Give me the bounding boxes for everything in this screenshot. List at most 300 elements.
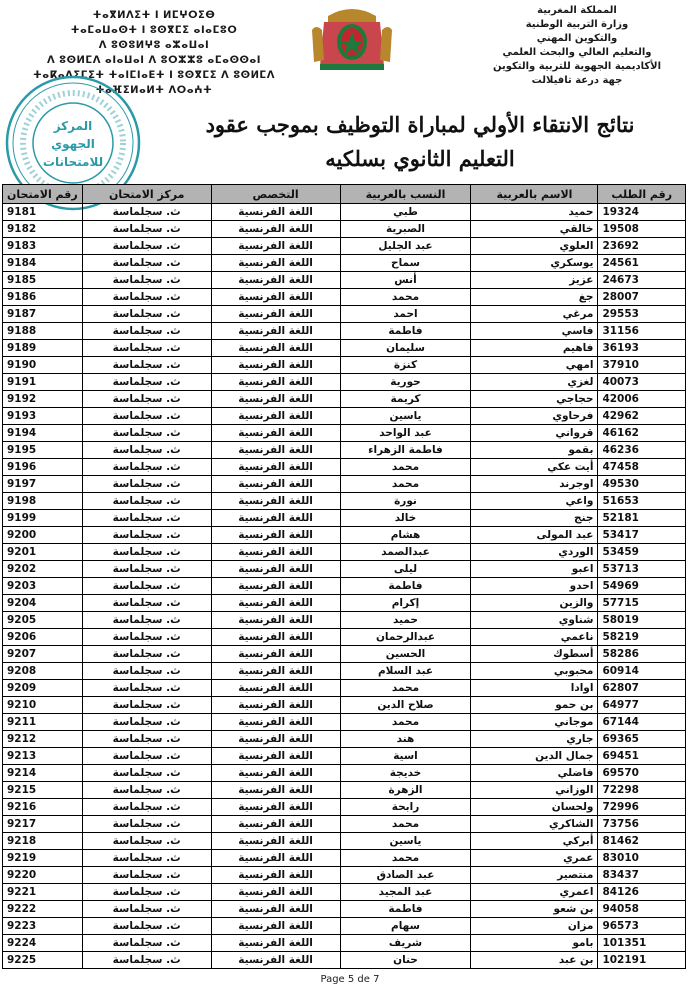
table-row [3,442,686,459]
application-number-cell: 73756 [598,816,686,833]
exam-number-cell: 9184 [3,255,83,272]
first-name-cell: امهي [471,357,598,374]
first-name-cell: العلوي [471,238,598,255]
exam-number-cell: 9213 [3,748,83,765]
last-name-cell: سهام [340,918,471,935]
table-row [3,867,686,884]
ministry-line: وزارة التربية الوطنية [525,19,629,30]
last-name-cell: محمد [340,714,471,731]
exam-center-cell: ث. سجلماسة [82,680,211,697]
last-name-cell: أنس [340,272,471,289]
tifinagh-line: ⴷ ⵓⵙⵓⵍⵖⵓ ⴰⵣⴰⵡⴰⵏ [98,40,210,51]
first-name-cell: اعمري [471,884,598,901]
tifinagh-line: ⵜⴰⵎⴰⵡⴰⵙⵜ ⵏ ⵓⵙⴳⵎⵉ ⴰⵏⴰⵎⵓⵔ [70,25,238,36]
exam-number-cell: 9207 [3,646,83,663]
application-number-cell: 40073 [598,374,686,391]
table-row [3,901,686,918]
header-exam-center: مركز الامتحان [82,185,211,204]
table-row [3,663,686,680]
exam-center-cell: ث. سجلماسة [82,595,211,612]
table-row [3,425,686,442]
exam-number-cell: 9206 [3,629,83,646]
ministry-header [462,4,692,88]
document-header [0,0,700,180]
first-name-cell: اوجرند [471,476,598,493]
application-number-cell: 31156 [598,323,686,340]
table-row [3,578,686,595]
table-row [3,459,686,476]
application-number-cell: 24561 [598,255,686,272]
exam-center-cell: ث. سجلماسة [82,901,211,918]
exam-number-cell: 9208 [3,663,83,680]
first-name-cell: قرواني [471,425,598,442]
specialty-cell: اللغة الفرنسية [211,799,340,816]
first-name-cell: حميد [471,204,598,221]
last-name-cell: كنزة [340,357,471,374]
page-footer: Page 5 de 7 [320,974,380,985]
table-row [3,952,686,969]
exam-number-cell: 9224 [3,935,83,952]
table-header-row [3,185,686,204]
last-name-cell: سليمان [340,340,471,357]
exam-number-cell: 9189 [3,340,83,357]
first-name-cell: والزين [471,595,598,612]
exam-number-cell: 9220 [3,867,83,884]
last-name-cell: محمد [340,289,471,306]
specialty-cell: اللغة الفرنسية [211,646,340,663]
first-name-cell: أيت عكي [471,459,598,476]
first-name-cell: اوادا [471,680,598,697]
stamp-text: للامتحانات [42,155,104,169]
table-row [3,476,686,493]
specialty-cell: اللغة الفرنسية [211,544,340,561]
exam-number-cell: 9200 [3,527,83,544]
first-name-cell: عمري [471,850,598,867]
table-row [3,493,686,510]
exam-number-cell: 9182 [3,221,83,238]
first-name-cell: ولحسان [471,799,598,816]
application-number-cell: 64977 [598,697,686,714]
exam-center-cell: ث. سجلماسة [82,442,211,459]
exam-number-cell: 9190 [3,357,83,374]
application-number-cell: 67144 [598,714,686,731]
application-number-cell: 58286 [598,646,686,663]
last-name-cell: محمد [340,459,471,476]
application-number-cell: 94058 [598,901,686,918]
exam-number-cell: 9209 [3,680,83,697]
exam-number-cell: 9210 [3,697,83,714]
last-name-cell: ياسين [340,833,471,850]
ministry-line: جهة درعة تافيلالت [531,75,623,86]
last-name-cell: رابحة [340,799,471,816]
specialty-cell: اللغة الفرنسية [211,629,340,646]
specialty-cell: اللغة الفرنسية [211,850,340,867]
first-name-cell: بقمو [471,442,598,459]
exam-center-cell: ث. سجلماسة [82,255,211,272]
application-number-cell: 58219 [598,629,686,646]
exam-center-cell: ث. سجلماسة [82,612,211,629]
first-name-cell: مرغي [471,306,598,323]
exam-center-cell: ث. سجلماسة [82,833,211,850]
specialty-cell: اللغة الفرنسية [211,935,340,952]
application-number-cell: 52181 [598,510,686,527]
specialty-cell: اللغة الفرنسية [211,527,340,544]
specialty-cell: اللغة الفرنسية [211,442,340,459]
last-name-cell: عبد السلام [340,663,471,680]
specialty-cell: اللغة الفرنسية [211,867,340,884]
last-name-cell: نورة [340,493,471,510]
exam-center-cell: ث. سجلماسة [82,221,211,238]
exam-center-cell: ث. سجلماسة [82,646,211,663]
first-name-cell: فاهيم [471,340,598,357]
specialty-cell: اللغة الفرنسية [211,680,340,697]
table-row [3,255,686,272]
table-row [3,595,686,612]
first-name-cell: الشاكري [471,816,598,833]
application-number-cell: 53459 [598,544,686,561]
specialty-cell: اللغة الفرنسية [211,306,340,323]
exam-center-cell: ث. سجلماسة [82,527,211,544]
table-row [3,799,686,816]
last-name-cell: عبدالرحمان [340,629,471,646]
specialty-cell: اللغة الفرنسية [211,255,340,272]
last-name-cell: خديجة [340,765,471,782]
table-row [3,204,686,221]
table-body [3,204,686,969]
last-name-cell: محمد [340,850,471,867]
specialty-cell: اللغة الفرنسية [211,391,340,408]
exam-number-cell: 9216 [3,799,83,816]
last-name-cell: فاطمة [340,578,471,595]
application-number-cell: 101351 [598,935,686,952]
specialty-cell: اللغة الفرنسية [211,204,340,221]
first-name-cell: فاسي [471,323,598,340]
exam-number-cell: 9205 [3,612,83,629]
specialty-cell: اللغة الفرنسية [211,289,340,306]
specialty-cell: اللغة الفرنسية [211,510,340,527]
application-number-cell: 96573 [598,918,686,935]
last-name-cell: صلاح الدين [340,697,471,714]
application-number-cell: 62807 [598,680,686,697]
last-name-cell: إكرام [340,595,471,612]
exam-center-cell: ث. سجلماسة [82,578,211,595]
header-last-name: النسب بالعربية [340,185,471,204]
application-number-cell: 28007 [598,289,686,306]
exam-center-cell: ث. سجلماسة [82,816,211,833]
exam-number-cell: 9188 [3,323,83,340]
exam-center-cell: ث. سجلماسة [82,867,211,884]
table-row [3,765,686,782]
specialty-cell: اللغة الفرنسية [211,952,340,969]
table-row [3,340,686,357]
first-name-cell: مزان [471,918,598,935]
application-number-cell: 53417 [598,527,686,544]
header-specialty: التخصص [211,185,340,204]
exam-center-cell: ث. سجلماسة [82,799,211,816]
last-name-cell: سماح [340,255,471,272]
specialty-cell: اللغة الفرنسية [211,578,340,595]
exam-number-cell: 9192 [3,391,83,408]
table-row [3,680,686,697]
last-name-cell: محمد [340,680,471,697]
exam-center-cell: ث. سجلماسة [82,952,211,969]
header-exam-number: رقم الامتحان [3,185,83,204]
first-name-cell: حجاجي [471,391,598,408]
first-name-cell: الوزاني [471,782,598,799]
document-title [150,108,690,176]
exam-number-cell: 9191 [3,374,83,391]
tifinagh-line: ⵜⴰⴳⵍⴷⵉⵜ ⵏ ⵍⵎⵖⵔⵉⴱ [92,10,216,21]
application-number-cell: 53713 [598,561,686,578]
exam-number-cell: 9217 [3,816,83,833]
table-row [3,612,686,629]
specialty-cell: اللغة الفرنسية [211,272,340,289]
exam-center-cell: ث. سجلماسة [82,663,211,680]
exam-center-cell: ث. سجلماسة [82,459,211,476]
application-number-cell: 24673 [598,272,686,289]
last-name-cell: ياسين [340,408,471,425]
table-row [3,850,686,867]
last-name-cell: حورية [340,374,471,391]
exam-center-cell: ث. سجلماسة [82,748,211,765]
first-name-cell: فرحاوي [471,408,598,425]
specialty-cell: اللغة الفرنسية [211,748,340,765]
table-row [3,357,686,374]
ministry-line: المملكة المغربية [537,5,617,16]
table-row [3,289,686,306]
last-name-cell: عبد الواحد [340,425,471,442]
application-number-cell: 46162 [598,425,686,442]
first-name-cell: الوردي [471,544,598,561]
table-row [3,408,686,425]
first-name-cell: فاضلي [471,765,598,782]
table-row [3,697,686,714]
exam-number-cell: 9221 [3,884,83,901]
exam-center-cell: ث. سجلماسة [82,272,211,289]
exam-center-cell: ث. سجلماسة [82,884,211,901]
last-name-cell: فاطمة الزهراء [340,442,471,459]
last-name-cell: كريمة [340,391,471,408]
first-name-cell: أبركي [471,833,598,850]
specialty-cell: اللغة الفرنسية [211,765,340,782]
exam-center-cell: ث. سجلماسة [82,357,211,374]
first-name-cell: جغ [471,289,598,306]
application-number-cell: 36193 [598,340,686,357]
first-name-cell: جمال الدين [471,748,598,765]
table-row [3,748,686,765]
exam-number-cell: 9202 [3,561,83,578]
first-name-cell: شناوي [471,612,598,629]
application-number-cell: 69451 [598,748,686,765]
table-row [3,782,686,799]
specialty-cell: اللغة الفرنسية [211,816,340,833]
specialty-cell: اللغة الفرنسية [211,884,340,901]
table-row [3,221,686,238]
first-name-cell: جاري [471,731,598,748]
first-name-cell: بامو [471,935,598,952]
last-name-cell: حميد [340,612,471,629]
last-name-cell: هشام [340,527,471,544]
first-name-cell: جنج [471,510,598,527]
application-number-cell: 19324 [598,204,686,221]
specialty-cell: اللغة الفرنسية [211,476,340,493]
table-row [3,527,686,544]
first-name-cell: عزيز [471,272,598,289]
application-number-cell: 69570 [598,765,686,782]
exam-number-cell: 9195 [3,442,83,459]
specialty-cell: اللغة الفرنسية [211,238,340,255]
specialty-cell: اللغة الفرنسية [211,714,340,731]
first-name-cell: منتصير [471,867,598,884]
application-number-cell: 37910 [598,357,686,374]
last-name-cell: عبدالصمد [340,544,471,561]
title-line: التعليم الثانوي بسلكيه [325,146,515,171]
first-name-cell: عبد المولى [471,527,598,544]
specialty-cell: اللغة الفرنسية [211,357,340,374]
first-name-cell: لغزي [471,374,598,391]
specialty-cell: اللغة الفرنسية [211,221,340,238]
last-name-cell: اسية [340,748,471,765]
specialty-cell: اللغة الفرنسية [211,595,340,612]
table-row [3,306,686,323]
exam-number-cell: 9215 [3,782,83,799]
exam-number-cell: 9198 [3,493,83,510]
last-name-cell: فاطمة [340,901,471,918]
exam-center-cell: ث. سجلماسة [82,425,211,442]
table-row [3,935,686,952]
exam-center-cell: ث. سجلماسة [82,561,211,578]
exam-center-cell: ث. سجلماسة [82,391,211,408]
first-name-cell: احدو [471,578,598,595]
ministry-line: الأكاديمية الجهوية للتربية والتكوين [492,61,662,72]
exam-number-cell: 9187 [3,306,83,323]
first-name-cell: اعبو [471,561,598,578]
exam-center-cell: ث. سجلماسة [82,544,211,561]
exam-number-cell: 9223 [3,918,83,935]
exam-center-cell: ث. سجلماسة [82,323,211,340]
last-name-cell: عبد الصادق [340,867,471,884]
application-number-cell: 84126 [598,884,686,901]
last-name-cell: شريف [340,935,471,952]
exam-center-cell: ث. سجلماسة [82,918,211,935]
exam-center-cell: ث. سجلماسة [82,765,211,782]
specialty-cell: اللغة الفرنسية [211,425,340,442]
exam-number-cell: 9225 [3,952,83,969]
specialty-cell: اللغة الفرنسية [211,918,340,935]
first-name-cell: خالقي [471,221,598,238]
exam-center-cell: ث. سجلماسة [82,850,211,867]
exam-center-cell: ث. سجلماسة [82,782,211,799]
exam-center-cell: ث. سجلماسة [82,476,211,493]
last-name-cell: الحسين [340,646,471,663]
last-name-cell: حنان [340,952,471,969]
last-name-cell: الزهرة [340,782,471,799]
exam-number-cell: 9222 [3,901,83,918]
exam-center-cell: ث. سجلماسة [82,629,211,646]
exam-number-cell: 9203 [3,578,83,595]
application-number-cell: 46236 [598,442,686,459]
table-row [3,816,686,833]
exam-center-cell: ث. سجلماسة [82,408,211,425]
application-number-cell: 83010 [598,850,686,867]
tifinagh-line: ⵜⴰⴼⵉⵍⴰⵍⵜ ⴷⵔⴰⵄⵜ [95,85,213,96]
exam-number-cell: 9204 [3,595,83,612]
specialty-cell: اللغة الفرنسية [211,561,340,578]
exam-center-cell: ث. سجلماسة [82,289,211,306]
exam-center-cell: ث. سجلماسة [82,374,211,391]
exam-number-cell: 9201 [3,544,83,561]
application-number-cell: 60914 [598,663,686,680]
results-table [2,184,686,969]
last-name-cell: محمد [340,476,471,493]
exam-number-cell: 9183 [3,238,83,255]
exam-center-cell: ث. سجلماسة [82,510,211,527]
specialty-cell: اللغة الفرنسية [211,731,340,748]
first-name-cell: ناعمي [471,629,598,646]
table-row [3,391,686,408]
exam-center-cell: ث. سجلماسة [82,714,211,731]
first-name-cell: واعي [471,493,598,510]
first-name-cell: أسطوك [471,646,598,663]
last-name-cell: عبد الجليل [340,238,471,255]
specialty-cell: اللغة الفرنسية [211,459,340,476]
last-name-cell: طبي [340,204,471,221]
ministry-line: والتكوين المهني [536,33,618,44]
first-name-cell: موجاني [471,714,598,731]
application-number-cell: 19508 [598,221,686,238]
table-row [3,918,686,935]
exam-number-cell: 9181 [3,204,83,221]
exam-center-cell: ث. سجلماسة [82,238,211,255]
exam-center-cell: ث. سجلماسة [82,493,211,510]
last-name-cell: احمد [340,306,471,323]
specialty-cell: اللغة الفرنسية [211,340,340,357]
exam-number-cell: 9214 [3,765,83,782]
last-name-cell: محمد [340,816,471,833]
application-number-cell: 57715 [598,595,686,612]
table-row [3,731,686,748]
last-name-cell: عبد المجيد [340,884,471,901]
ministry-line: والتعليم العالي والبحث العلمي [502,47,652,58]
last-name-cell: ليلى [340,561,471,578]
exam-number-cell: 9194 [3,425,83,442]
header-first-name: الاسم بالعربية [471,185,598,204]
application-number-cell: 81462 [598,833,686,850]
application-number-cell: 69365 [598,731,686,748]
exam-center-cell: ث. سجلماسة [82,340,211,357]
table-row [3,629,686,646]
first-name-cell: محبوبي [471,663,598,680]
table-row [3,714,686,731]
table-row [3,323,686,340]
specialty-cell: اللغة الفرنسية [211,612,340,629]
application-number-cell: 83437 [598,867,686,884]
application-number-cell: 72996 [598,799,686,816]
application-number-cell: 47458 [598,459,686,476]
exam-center-cell: ث. سجلماسة [82,731,211,748]
table-row [3,884,686,901]
application-number-cell: 49530 [598,476,686,493]
exam-number-cell: 9211 [3,714,83,731]
application-number-cell: 58019 [598,612,686,629]
application-number-cell: 42962 [598,408,686,425]
exam-number-cell: 9196 [3,459,83,476]
table-row [3,544,686,561]
title-line: نتائج الانتقاء الأولي لمباراة التوظيف بموجب عقود [205,112,635,137]
last-name-cell: فاطمة [340,323,471,340]
last-name-cell: خالد [340,510,471,527]
first-name-cell: بن حمو [471,697,598,714]
